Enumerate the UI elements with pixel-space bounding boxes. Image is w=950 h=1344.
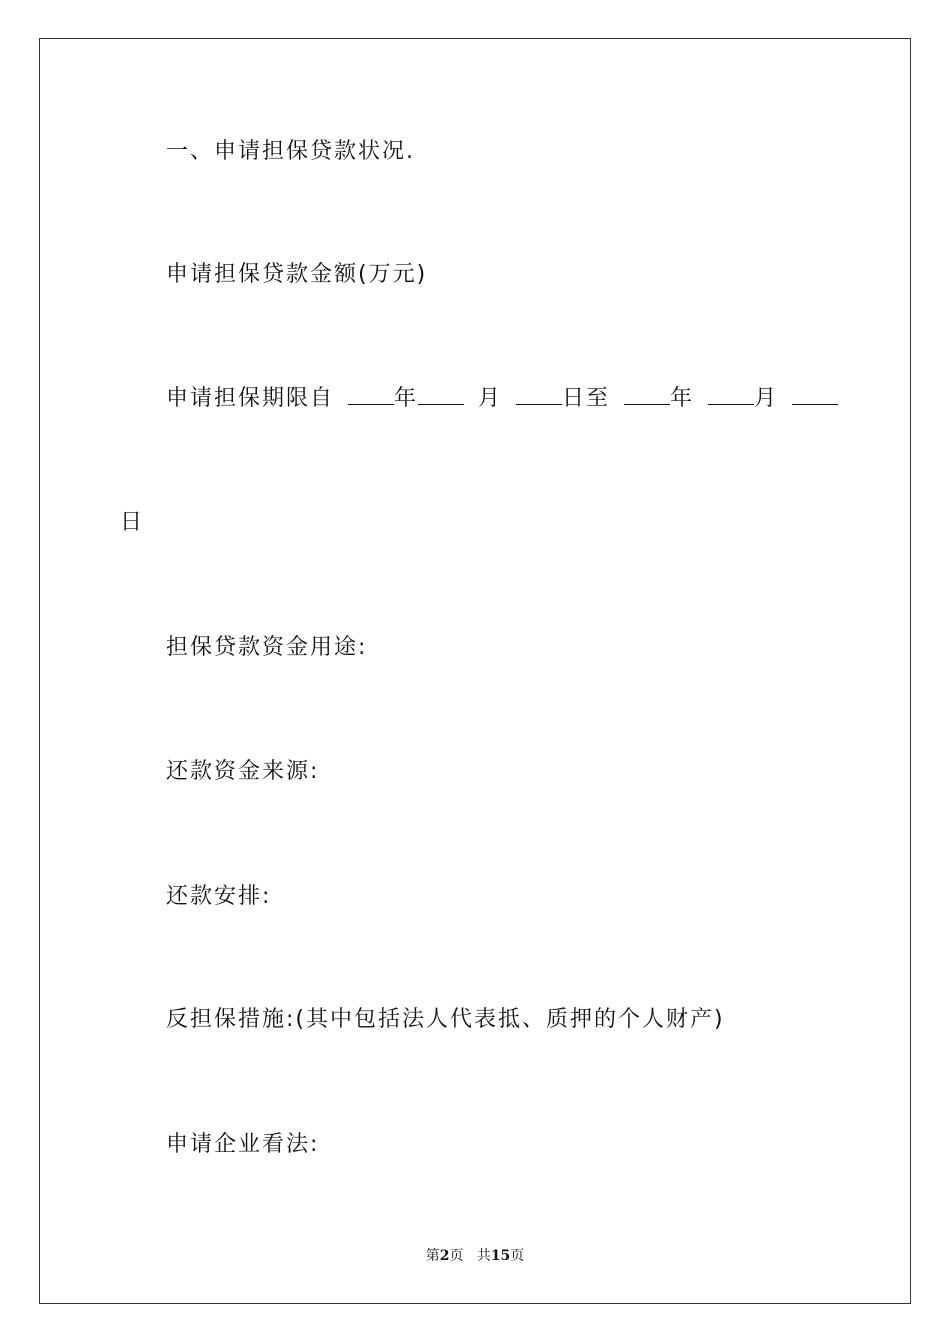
end-day-label: 日 xyxy=(120,510,145,535)
counter-guarantee-line: 反担保措施:(其中包括法人代表抵、质押的个人财产) xyxy=(166,1007,725,1032)
section-heading: 一、申请担保贷款状况. xyxy=(166,139,415,164)
start-day-blank[interactable] xyxy=(516,384,562,405)
start-year-blank[interactable] xyxy=(348,384,394,405)
year-label: 年 xyxy=(394,386,419,411)
end-day-blank[interactable] xyxy=(792,384,838,405)
company-opinion-line: 申请企业看法: xyxy=(166,1132,320,1157)
guarantee-period-line xyxy=(166,384,838,413)
repayment-plan-line: 还款安排: xyxy=(166,884,272,909)
total-prefix: 共 xyxy=(476,1248,491,1264)
loan-amount-line: 申请担保贷款金额(万元) xyxy=(166,262,428,287)
period-prefix: 申请担保期限自 xyxy=(166,386,335,411)
total-suffix: 页 xyxy=(510,1248,525,1264)
current-page-number: 2 xyxy=(439,1248,450,1264)
page-footer xyxy=(0,1246,950,1266)
end-month-blank[interactable] xyxy=(708,384,754,405)
end-month-label: 月 xyxy=(754,386,779,411)
loan-purpose-line: 担保贷款资金用途: xyxy=(166,635,368,660)
day-to-label: 日至 xyxy=(562,386,611,411)
start-month-blank[interactable] xyxy=(418,384,464,405)
total-page-number: 15 xyxy=(490,1248,511,1264)
page-suffix: 页 xyxy=(449,1248,464,1264)
repayment-source-line: 还款资金来源: xyxy=(166,759,320,784)
page-border xyxy=(39,38,911,1304)
page-prefix: 第 xyxy=(425,1248,440,1264)
end-year-blank[interactable] xyxy=(624,384,670,405)
end-year-label: 年 xyxy=(670,386,695,411)
month-label: 月 xyxy=(478,386,503,411)
